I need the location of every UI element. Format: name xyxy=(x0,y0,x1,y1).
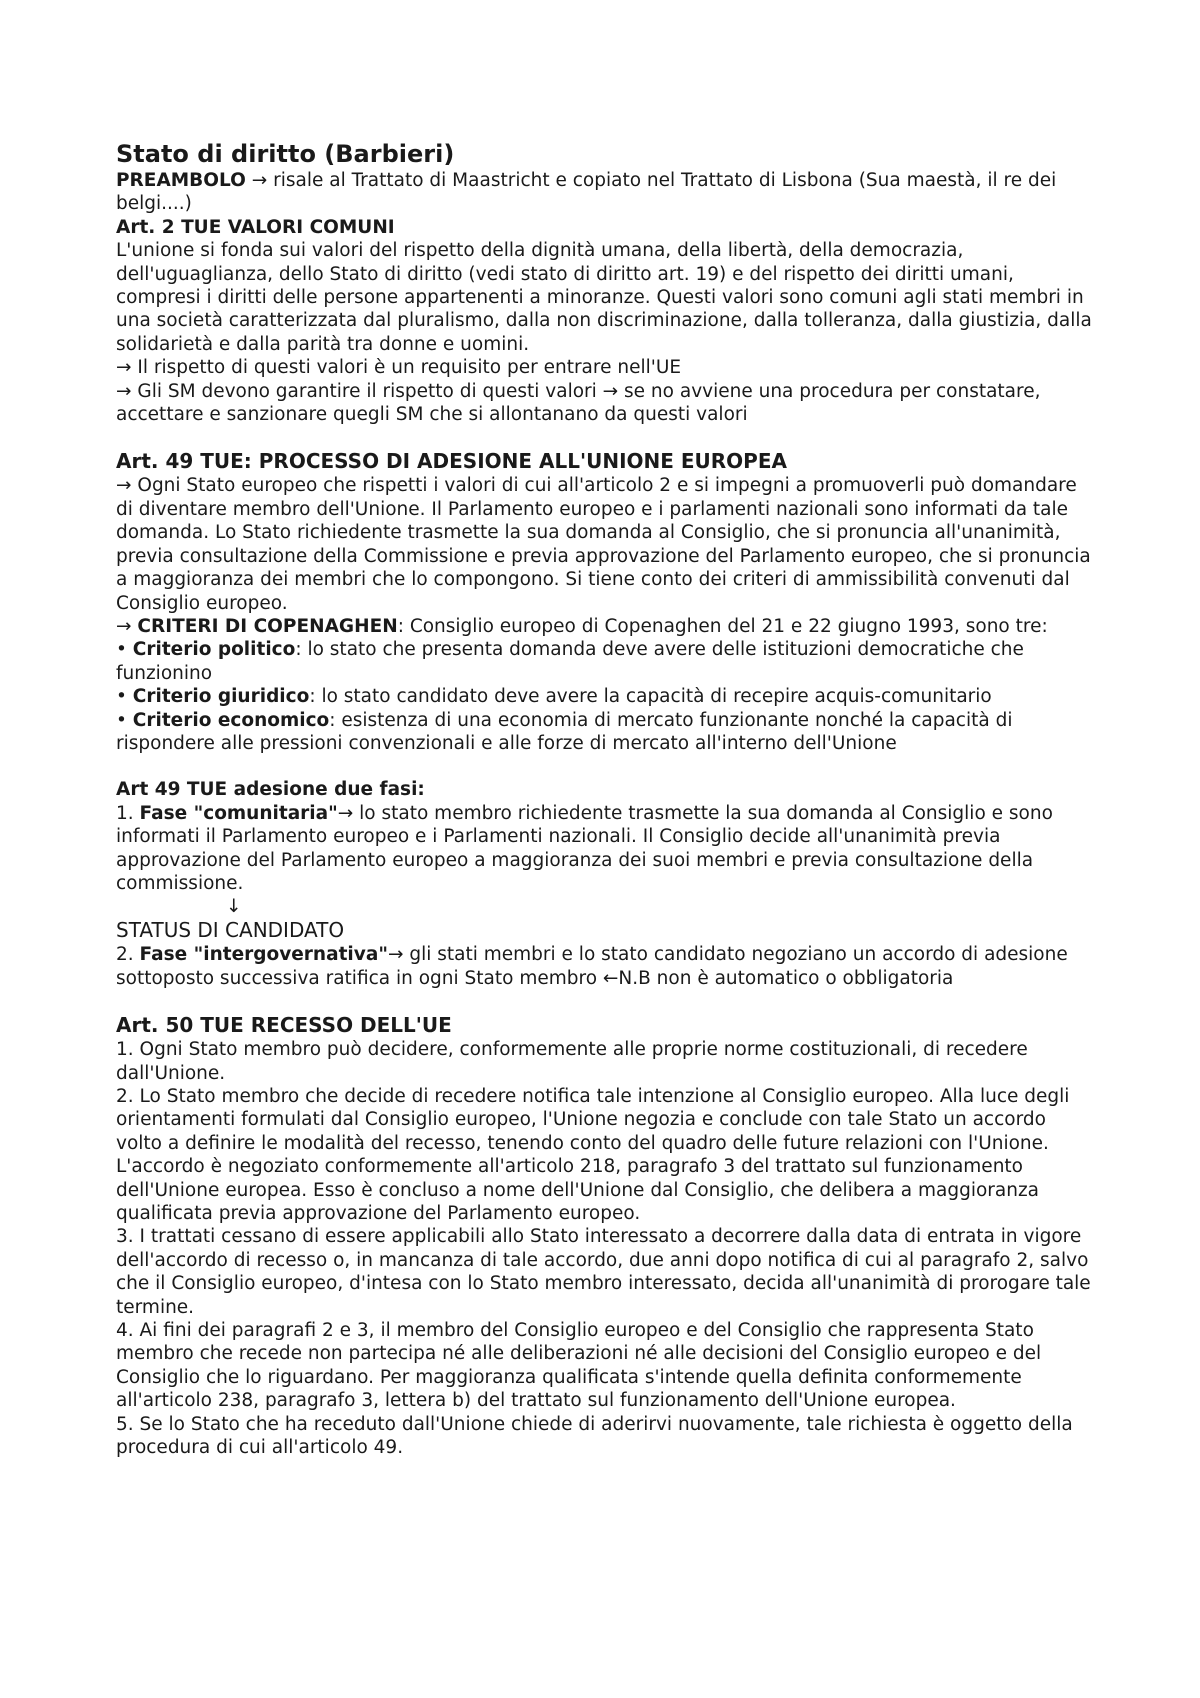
arrow-prefix: → xyxy=(116,615,138,637)
copenhagen-label: CRITERI DI COPENAGHEN xyxy=(137,615,398,637)
art50-paragraph-3: 3. I trattati cessano di essere applicabili allo Stato interessato a decorrere dalla data di entrata in vigore dell'accordo di recesso o, in mancanza di tale accordo, due anni dopo notifica di cui al paragrafo 2, salvo che il Consiglio europeo, d'intesa con lo Stato membro interessato, decida all'unanimità di prorogare tale termine. xyxy=(116,1226,1091,1318)
art49-heading: Art. 49 TUE: PROCESSO DI ADESIONE ALL'UNIONE EUROPEA xyxy=(116,449,787,474)
art50-paragraph-5: 5. Se lo Stato che ha receduto dall'Unione chiede di aderirvi nuovamente, tale richiesta è oggetto della procedura di cui all'articolo 49. xyxy=(116,1413,1073,1459)
criterion-label: Criterio politico xyxy=(132,639,296,661)
copenhagen-text: : Consiglio europeo di Copenaghen del 21 e 22 giugno 1993, sono tre: xyxy=(397,615,1048,637)
phase-text: → gli stati membri e lo stato candidato negoziano un accordo di adesione sottoposto successiva ratifica in ogni Stato membro ←N.B non è automatico o obbligatoria xyxy=(116,944,1068,989)
copenhagen-criteria xyxy=(116,615,1096,638)
document-page xyxy=(116,139,1096,1460)
phase-2 xyxy=(116,943,1096,990)
criterion-political xyxy=(116,638,1096,685)
art2-note-2: → Gli SM devono garantire il rispetto di questi valori → se no avviene una procedura per constatare, accettare e sanzionare quegli SM che si allontanano da questi valori xyxy=(116,380,1041,426)
bullet: • xyxy=(116,639,133,661)
preamble-text: → risale al Trattato di Maastricht e copiato nel Trattato di Lisbona (Sua maestà, il re dei belgi....) xyxy=(116,170,1057,215)
criterion-text: : lo stato candidato deve avere la capacità di recepire acquis-comunitario xyxy=(309,686,992,708)
preamble xyxy=(116,169,1096,216)
phase-1 xyxy=(116,802,1096,896)
art50-heading: Art. 50 TUE RECESSO DELL'UE xyxy=(116,1013,452,1038)
phase-label: Fase "intergovernativa" xyxy=(139,944,388,966)
art50-paragraph-1: 1. Ogni Stato membro può decidere, conformemente alle proprie norme costituzionali, di recedere dall'Unione. xyxy=(116,1039,1028,1084)
art2-note-1: → Il rispetto di questi valori è un requisito per entrare nell'UE xyxy=(116,357,682,379)
status-candidate: STATUS DI CANDIDATO xyxy=(116,918,345,943)
phase-number: 2. xyxy=(116,944,140,966)
criterion-legal xyxy=(116,685,1096,708)
phase-number: 1. xyxy=(116,802,140,824)
phase-label: Fase "comunitaria" xyxy=(139,802,338,824)
bullet: • xyxy=(116,709,133,731)
art2-heading: Art. 2 TUE VALORI COMUNI xyxy=(116,216,395,238)
preamble-label: PREAMBOLO xyxy=(116,170,246,191)
bullet: • xyxy=(116,686,133,708)
page-title: Stato di diritto (Barbieri) xyxy=(116,140,455,168)
phases-heading: Art 49 TUE adesione due fasi: xyxy=(116,779,425,801)
criterion-text: : lo stato che presenta domanda deve avere delle istituzioni democratiche che funzionino xyxy=(116,639,1024,684)
down-arrow-icon: ↓ xyxy=(226,896,242,918)
art50-paragraph-2: 2. Lo Stato membro che decide di recedere notifica tale intenzione al Consiglio europeo. Alla luce degli orientamenti formulati dal Consiglio europeo, l'Unione negozia e conclude con tale Stato un accordo volto a definire le modalità del recesso, tenendo conto del quadro delle future relazioni con l'Unione. L'accordo è negoziato conformemente all'articolo 218, paragrafo 3 del trattato sul funzionamento dell'Unione europea. Esso è concluso a nome dell'Unione dal Consiglio, che delibera a maggioranza qualificata previa approvazione del Parlamento europeo. xyxy=(116,1086,1070,1225)
art2-body: L'unione si fonda sui valori del rispetto della dignità umana, della libertà, della democrazia, dell'uguaglianza, dello Stato di diritto (vedi stato di diritto art. 19) e del rispetto dei diritti umani, compresi i diritti delle persone appartenenti a minoranze. Questi valori sono comuni agli stati membri in una società caratterizzata dal pluralismo, dalla non discriminazione, dalla tolleranza, dalla giustizia, dalla solidarietà e dalla parità tra donne e uomini. xyxy=(116,240,1092,355)
criterion-economic xyxy=(116,709,1096,756)
phase-text: → lo stato membro richiedente trasmette la sua domanda al Consiglio e sono informati il Parlamento europeo e i Parlamenti nazionali. Il Consiglio decide all'unanimità previa approvazione del Parlamento europeo a maggioranza dei suoi membri e previa consultazione della commissione. xyxy=(116,802,1053,894)
criterion-label: Criterio economico xyxy=(132,709,330,731)
art50-paragraph-4: 4. Ai fini dei paragrafi 2 e 3, il membro del Consiglio europeo e del Consiglio che rappresenta Stato membro che recede non partecipa né alle deliberazioni né alle decisioni del Consiglio europeo e del Consiglio che lo riguardano. Per maggioranza qualificata s'intende quella definita conformemente all'articolo 238, paragrafo 3, lettera b) del trattato sul funzionamento dell'Unione europea. xyxy=(116,1320,1042,1412)
criterion-text: : esistenza di una economia di mercato funzionante nonché la capacità di rispondere alle pressioni convenzionali e alle forze di mercato all'interno dell'Unione xyxy=(116,709,1013,754)
criterion-label: Criterio giuridico xyxy=(132,686,310,708)
art49-body: → Ogni Stato europeo che rispetti i valori di cui all'articolo 2 e si impegni a promuoverli può domandare di diventare membro dell'Unione. Il Parlamento europeo e i parlamenti nazionali sono informati da tale domanda. Lo Stato richiedente trasmette la sua domanda al Consiglio, che si pronuncia all'unanimità, previa consultazione della Commissione e previa approvazione del Parlamento europeo, che si pronuncia a maggioranza dei membri che lo compongono. Si tiene conto dei criteri di ammissibilità convenuti dal Consiglio europeo. xyxy=(116,475,1091,614)
